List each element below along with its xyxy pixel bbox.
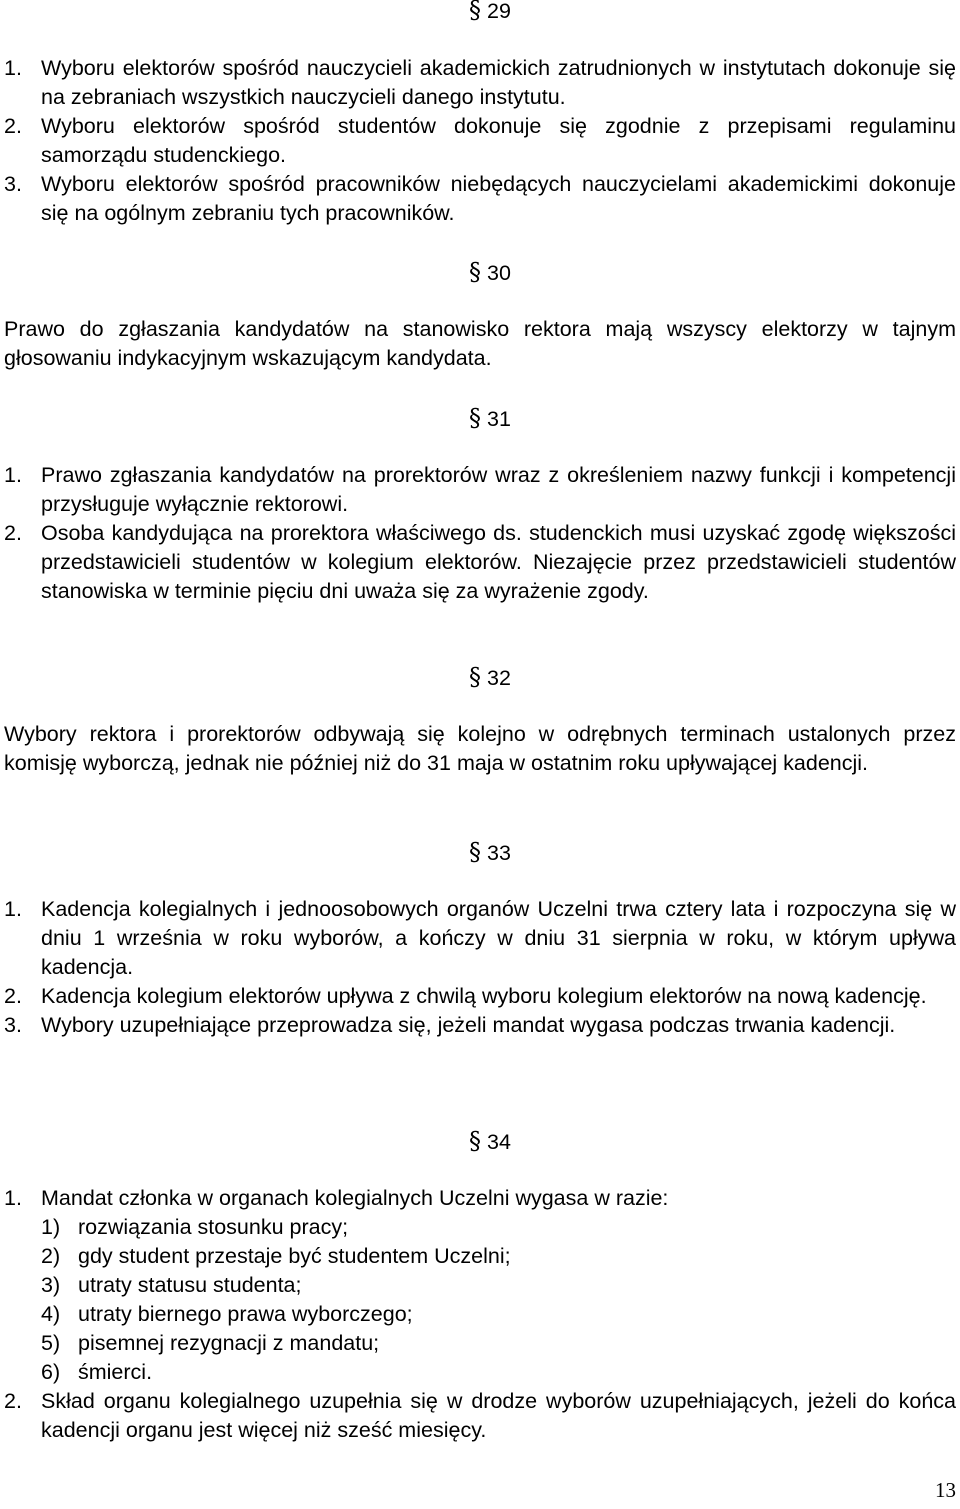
section-symbol: § bbox=[469, 663, 482, 691]
item-number: 2. bbox=[4, 114, 22, 138]
section-heading-31 bbox=[0, 404, 960, 434]
section-body-31 bbox=[4, 461, 956, 606]
item-text: Kadencja kolegium elektorów upływa z chwilą wyboru kolegium elektorów na nową kadencję. bbox=[41, 984, 927, 1008]
item-number: 1. bbox=[4, 463, 22, 487]
item-text: Kadencja kolegialnych i jednoosobowych organów Uczelni trwa cztery lata i rozpoczyna się w dniu 1 września w roku wyborów, a kończy w dniu 31 sierpnia w roku, w którym upływa kadencja. bbox=[41, 897, 956, 979]
sub-item-text: gdy student przestaje być studentem Uczelni; bbox=[78, 1244, 511, 1268]
section-heading-33 bbox=[0, 838, 960, 868]
list-item bbox=[4, 170, 956, 228]
section-heading-29 bbox=[0, 0, 960, 26]
section-symbol: § bbox=[469, 838, 482, 866]
list-item bbox=[4, 461, 956, 519]
section-body-29 bbox=[4, 54, 956, 228]
section-symbol: § bbox=[469, 0, 482, 24]
sub-item-number: 2) bbox=[41, 1244, 61, 1268]
item-number: 2. bbox=[4, 984, 22, 1008]
section-number: 33 bbox=[487, 841, 511, 865]
section-number: 34 bbox=[487, 1130, 511, 1154]
sub-item-text: utraty biernego prawa wyborczego; bbox=[78, 1302, 413, 1326]
section-number: 30 bbox=[487, 261, 511, 285]
section-symbol: § bbox=[469, 258, 482, 286]
item-number: 2. bbox=[4, 1389, 22, 1413]
sub-item-number: 4) bbox=[41, 1302, 61, 1326]
sub-list-item bbox=[41, 1213, 956, 1242]
list-item bbox=[4, 54, 956, 112]
sub-item-text: pisemnej rezygnacji z mandatu; bbox=[78, 1331, 380, 1355]
list-item bbox=[4, 1011, 956, 1040]
item-number: 1. bbox=[4, 1186, 22, 1210]
section-heading-30 bbox=[0, 258, 960, 288]
sub-item-text: rozwiązania stosunku pracy; bbox=[78, 1215, 349, 1239]
item-number: 3. bbox=[4, 1013, 22, 1037]
sub-list-item bbox=[41, 1329, 956, 1358]
item-number: 1. bbox=[4, 897, 22, 921]
item-number: 3. bbox=[4, 172, 22, 196]
sub-list-item bbox=[41, 1300, 956, 1329]
sub-list-item bbox=[41, 1358, 956, 1387]
sub-list-item bbox=[41, 1271, 956, 1300]
item-number: 2. bbox=[4, 521, 22, 545]
item-number: 1. bbox=[4, 56, 22, 80]
list-item bbox=[4, 895, 956, 982]
section-body-30: Prawo do zgłaszania kandydatów na stanowisko rektora mają wszyscy elektorzy w tajnym głosowaniu indykacyjnym wskazującym kandydata. bbox=[4, 317, 956, 370]
section-symbol: § bbox=[469, 1127, 482, 1155]
section-number: 32 bbox=[487, 666, 511, 690]
page-number: 13 bbox=[935, 1478, 956, 1502]
item-text: Wybory uzupełniające przeprowadza się, jeżeli mandat wygasa podczas trwania kadencji. bbox=[41, 1013, 896, 1037]
item-text: Skład organu kolegialnego uzupełnia się w drodze wyborów uzupełniających, jeżeli do końca kadencji organu jest więcej niż sześć miesięcy. bbox=[41, 1389, 956, 1442]
sub-item-number: 3) bbox=[41, 1273, 61, 1297]
sub-item-number: 1) bbox=[41, 1215, 61, 1239]
list-item bbox=[4, 982, 956, 1011]
list-item bbox=[4, 112, 956, 170]
sub-item-number: 5) bbox=[41, 1331, 61, 1355]
item-text: Wyboru elektorów spośród studentów dokonuje się zgodnie z przepisami regulaminu samorządu studenckiego. bbox=[41, 114, 956, 167]
section-body-32: Wybory rektora i prorektorów odbywają się kolejno w odrębnych terminach ustalonych przez komisję wyborczą, jednak nie później niż do 31 maja w ostatnim roku upływającej kadencji. bbox=[4, 722, 956, 775]
section-heading-34 bbox=[0, 1127, 960, 1157]
sub-item-text: śmierci. bbox=[78, 1360, 153, 1384]
section-symbol: § bbox=[469, 404, 482, 432]
list-item bbox=[4, 1184, 956, 1213]
item-text: Osoba kandydująca na prorektora właściwego ds. studenckich musi uzyskać zgodę większości przedstawicieli studentów w kolegium elektorów. Niezajęcie przez przedstawicieli studentów stanowiska w terminie pięciu dni uważa się za wyrażenie zgody. bbox=[41, 521, 956, 603]
section-body-34 bbox=[4, 1184, 956, 1445]
list-item bbox=[4, 519, 956, 606]
sub-item-text: utraty statusu studenta; bbox=[78, 1273, 302, 1297]
sub-item-number: 6) bbox=[41, 1360, 61, 1384]
list-item bbox=[4, 1387, 956, 1445]
item-text: Wyboru elektorów spośród pracowników niebędących nauczycielami akademickimi dokonuje się na ogólnym zebraniu tych pracowników. bbox=[41, 172, 956, 225]
item-text: Mandat członka w organach kolegialnych Uczelni wygasa w razie: bbox=[41, 1186, 669, 1210]
item-text: Prawo zgłaszania kandydatów na prorektorów wraz z określeniem nazwy funkcji i kompetencji przysługuje wyłącznie rektorowi. bbox=[41, 463, 956, 516]
section-number: 31 bbox=[487, 407, 511, 431]
sub-list-item bbox=[41, 1242, 956, 1271]
section-number: 29 bbox=[487, 0, 511, 23]
section-body-33 bbox=[4, 895, 956, 1040]
section-heading-32 bbox=[0, 663, 960, 693]
item-text: Wyboru elektorów spośród nauczycieli akademickich zatrudnionych w instytutach dokonuje się na zebraniach wszystkich nauczycieli danego instytutu. bbox=[41, 56, 956, 109]
